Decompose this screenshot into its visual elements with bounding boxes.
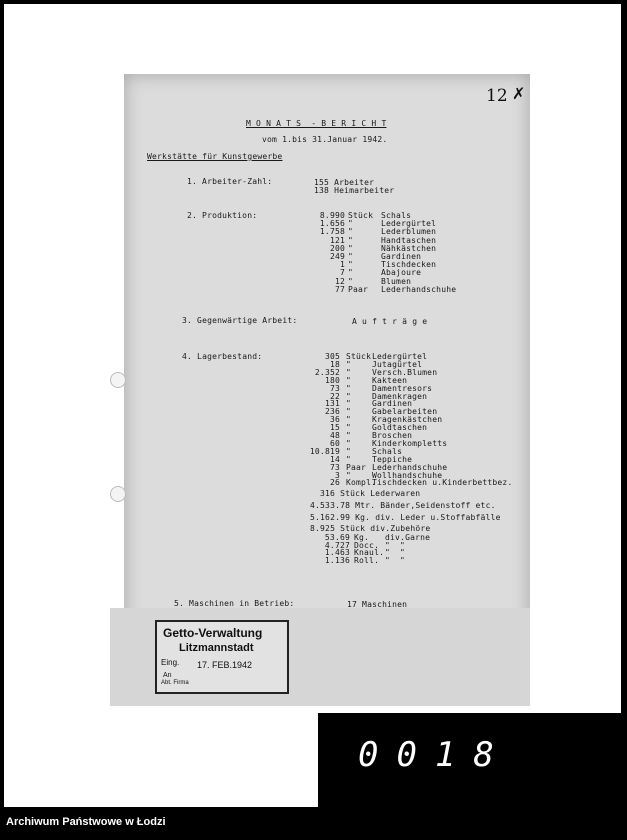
garne-unit: Kg.: [354, 533, 370, 542]
report-title: M O N A T S - B E R I C H T: [246, 119, 387, 128]
stamp-date: 17. FEB.1942: [197, 660, 253, 670]
lager-item: Tischdecken u.Kinderbettbez.: [372, 478, 513, 488]
lager-unit: Paar: [346, 462, 367, 472]
garne-qty: 1.136: [324, 556, 350, 566]
lager-item: Teppiche: [372, 454, 413, 464]
prod-unit: ": [348, 252, 354, 261]
prod-qty: 8.990: [319, 211, 345, 220]
prod-item: Abajoure: [381, 268, 422, 278]
prod-item: Handtaschen: [381, 235, 437, 245]
prod-unit: ": [348, 276, 354, 286]
lager-qty: 14: [329, 454, 340, 464]
prod-unit: ": [348, 227, 354, 237]
stamp-abt: Abt. Firma: [161, 680, 189, 686]
prod-unit: ": [348, 268, 354, 278]
lager-qty: 18: [329, 359, 340, 369]
prod-item: Tischdecken: [381, 260, 437, 270]
prod-qty: 77: [334, 284, 345, 294]
lager-unit: ": [346, 470, 352, 480]
handwritten-crossed-mark: ✗: [512, 84, 526, 103]
lager-item: Broschen: [372, 431, 413, 440]
lager-unit: ": [346, 399, 352, 409]
inventory-extra-line: 5.162.99 Kg. div. Leder u.Stoffabfälle: [310, 513, 501, 522]
lager-item: Versch.Blumen: [372, 367, 438, 377]
garne-item: " ": [385, 556, 406, 566]
section-4-label: 4. Lagerbestand:: [182, 352, 263, 361]
lager-unit: ": [346, 407, 352, 417]
section-3-label: 3. Gegenwärtige Arbeit:: [182, 316, 298, 325]
lager-qty: 22: [329, 391, 340, 401]
lager-qty: 73: [329, 462, 340, 472]
lager-item: Wollhandschuhe: [372, 470, 443, 480]
receipt-stamp: [155, 620, 289, 694]
lager-unit: ": [346, 359, 352, 369]
lager-qty: 131: [324, 399, 340, 409]
lager-unit: ": [346, 367, 352, 377]
punch-hole: [110, 372, 126, 388]
prod-qty: 7: [339, 268, 345, 278]
lager-qty: 2.352: [314, 367, 340, 377]
lager-item: Kakteen: [372, 375, 408, 385]
lager-unit: ": [346, 375, 352, 385]
lager-unit: ": [346, 383, 352, 393]
prod-qty: 1.656: [319, 219, 345, 229]
lager-item: Damentresors: [372, 383, 433, 393]
lager-qty: 26: [329, 478, 340, 488]
lager-item: Ledergürtel: [372, 352, 428, 361]
garne-unit: Roll.: [354, 556, 380, 566]
prod-qty: 1.758: [319, 227, 345, 237]
punch-hole: [110, 486, 126, 502]
lager-unit: ": [346, 423, 352, 433]
garne-item: div.Garne: [385, 533, 431, 542]
lager-unit: ": [346, 415, 352, 425]
lager-unit: ": [346, 431, 352, 440]
lager-item: Kragenkästchen: [372, 415, 443, 425]
lager-item: Jutagürtel: [372, 359, 423, 369]
garne-qty: 4.727: [324, 540, 350, 550]
prod-unit: Paar: [348, 284, 369, 294]
lager-qty: 305: [324, 352, 340, 361]
prod-qty: 200: [329, 243, 345, 253]
section-5-label: 5. Maschinen in Betrieb:: [174, 599, 295, 608]
lager-qty: 60: [329, 438, 340, 448]
lager-item: Damenkragen: [372, 391, 428, 401]
lager-qty: 36: [329, 415, 340, 425]
prod-qty: 1: [339, 260, 345, 270]
garne-unit: Docc.: [354, 540, 380, 550]
lager-unit: Kompl.: [346, 478, 377, 488]
archive-footer: [0, 807, 627, 840]
prod-unit: ": [348, 235, 354, 245]
lager-item: Schals: [372, 446, 403, 456]
frame-number: 0018: [358, 735, 512, 775]
prod-qty: 12: [334, 276, 345, 286]
garne-item: " ": [385, 548, 406, 558]
lager-qty: 15: [329, 423, 340, 433]
prod-item: Ledergürtel: [381, 219, 437, 229]
archive-name: Archiwum Państwowe w Łodzi: [6, 816, 166, 828]
handwritten-page-number: 12: [486, 86, 508, 106]
prod-item: Gardinen: [381, 252, 422, 261]
garne-qty: 1.463: [324, 548, 350, 558]
section-3-value: A u f t r ä g e: [352, 317, 428, 326]
section-1-line: 138 Heimarbeiter: [314, 186, 395, 195]
lager-item: Gardinen: [372, 399, 413, 409]
lager-qty: 236: [324, 407, 340, 417]
lager-item: Lederhandschuhe: [372, 462, 448, 472]
garne-unit: Knaul.: [354, 548, 385, 558]
section-5-value: 17 Maschinen: [347, 600, 408, 609]
report-subtitle: vom 1.bis 31.Januar 1942.: [262, 135, 388, 144]
lager-unit: ": [346, 438, 352, 448]
lager-qty: 180: [324, 375, 340, 385]
lager-unit: ": [346, 446, 352, 456]
section-2-label: 2. Produktion:: [187, 211, 258, 220]
inventory-extra-line: 4.533.78 Mtr. Bänder,Seidenstoff etc.: [310, 501, 496, 510]
prod-unit: ": [348, 243, 354, 253]
inventory-extra-line: 8.925 Stück div.Zubehöre: [310, 524, 431, 533]
lager-unit: ": [346, 391, 352, 401]
stamp-line2: Litzmannstadt: [179, 642, 254, 654]
lager-qty: 10.819: [309, 446, 340, 456]
workshop-heading: Werkstätte für Kunstgewerbe: [147, 152, 283, 161]
lager-item: Gabelarbeiten: [372, 407, 438, 417]
lager-item: Goldtaschen: [372, 423, 428, 433]
stamp-eing: Eing.: [161, 658, 180, 667]
lager-qty: 3: [334, 470, 340, 480]
lager-unit: ": [346, 454, 352, 464]
inventory-extra-line: 316 Stück Lederwaren: [320, 489, 421, 498]
prod-item: Blumen: [381, 276, 412, 286]
lager-unit: Stück: [346, 352, 372, 361]
prod-qty: 121: [329, 235, 345, 245]
lager-qty: 73: [329, 383, 340, 393]
prod-unit: ": [348, 219, 354, 229]
prod-unit: Stück: [348, 211, 374, 220]
lager-qty: 48: [329, 431, 340, 440]
stamp-line1: Getto-Verwaltung: [163, 626, 263, 640]
prod-qty: 249: [329, 252, 345, 261]
garne-item: " ": [385, 540, 406, 550]
section-1-label: 1. Arbeiter-Zahl:: [187, 177, 273, 186]
prod-item: Schals: [381, 211, 412, 220]
lager-item: Kinderkompletts: [372, 438, 448, 448]
frame-counter-panel: [318, 713, 621, 807]
prod-unit: ": [348, 260, 354, 270]
prod-item: Lederblumen: [381, 227, 437, 237]
section-1-line: 155 Arbeiter: [314, 178, 375, 187]
prod-item: Lederhandschuhe: [381, 284, 457, 294]
garne-qty: 53.69: [324, 533, 350, 542]
stamp-an: An: [163, 672, 172, 679]
prod-item: Nähkästchen: [381, 243, 437, 253]
